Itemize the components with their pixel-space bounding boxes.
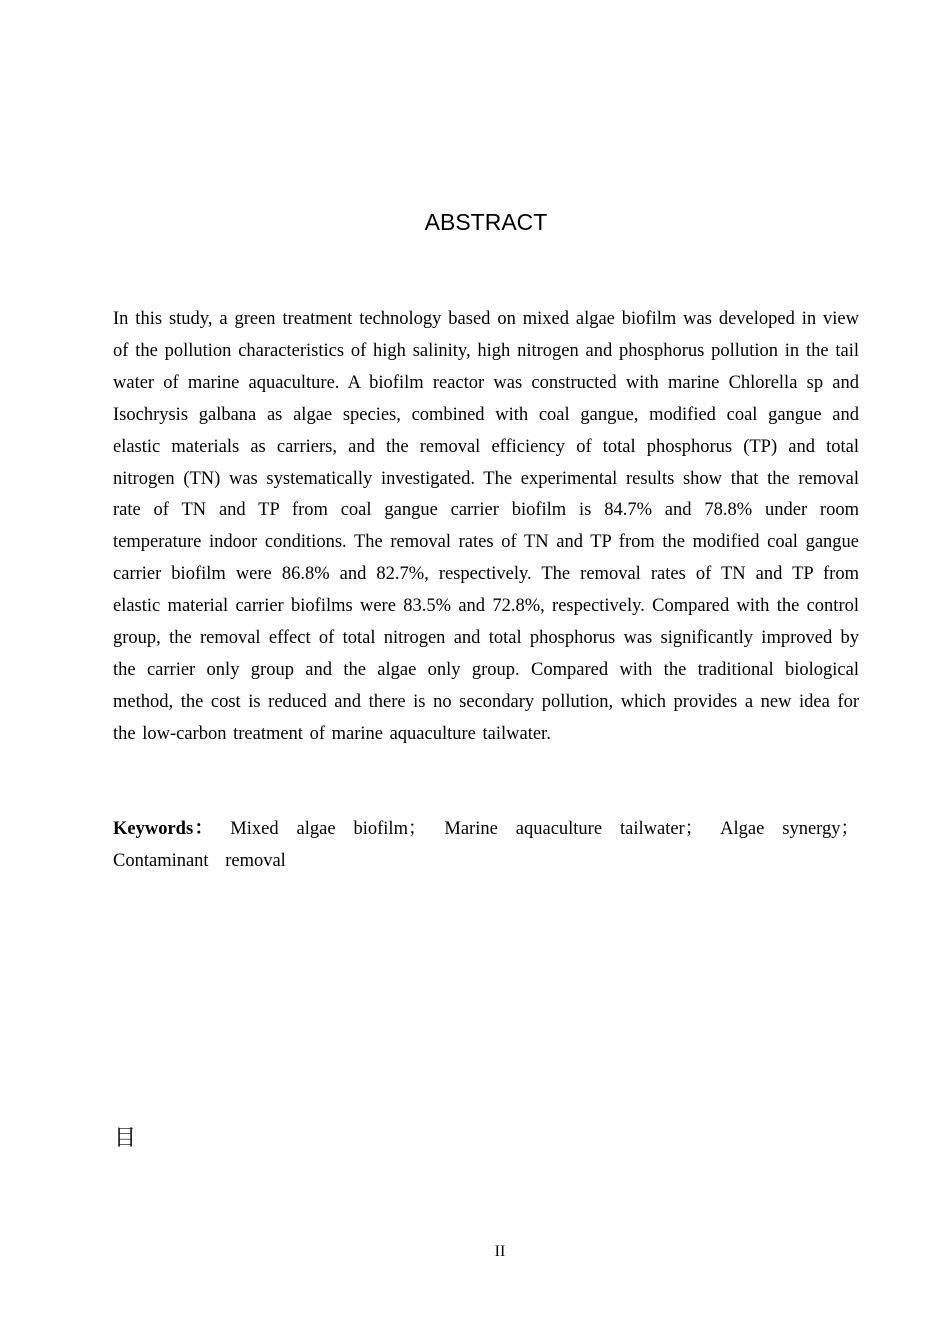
table-of-contents-heading: 目: [114, 1126, 137, 1151]
abstract-body: In this study, a green treatment technology based on mixed algae biofilm was developed in view of the pollution characteristics of high salinity, high nitrogen and phosphorus pollution in the tail water of marine aquaculture. A biofilm reactor was constructed with marine Chlorella sp and Isochrysis galbana as algae species, combined with coal gangue, modified coal gangue and elastic materials as carriers, and the removal efficiency of total phosphorus (TP) and total nitrogen (TN) was systematically investigated. The experimental results show that the removal rate of TN and TP from coal gangue carrier biofilm is 84.7% and 78.8% under room temperature indoor conditions. The removal rates of TN and TP from the modified coal gangue carrier biofilm were 86.8% and 82.7%, respectively. The removal rates of TN and TP from elastic material carrier biofilms were 83.5% and 72.8%, respectively. Compared with the control group, the removal effect of total nitrogen and total phosphorus was significantly improved by the carrier only group and the algae only group. Compared with the traditional biological method, the cost is reduced and there is no secondary pollution, which provides a new idea for the low-carbon treatment of marine aquaculture tailwater.: [113, 309, 859, 744]
keywords-line: [113, 814, 859, 878]
keywords-label: Keywords：: [113, 819, 215, 839]
abstract-title: ABSTRACT: [424, 209, 548, 235]
keywords-values: Mixed algae biofilm； Marine aquaculture tailwater； Algae synergy； Contaminant removal: [113, 819, 859, 871]
page-number: II: [494, 1243, 506, 1260]
